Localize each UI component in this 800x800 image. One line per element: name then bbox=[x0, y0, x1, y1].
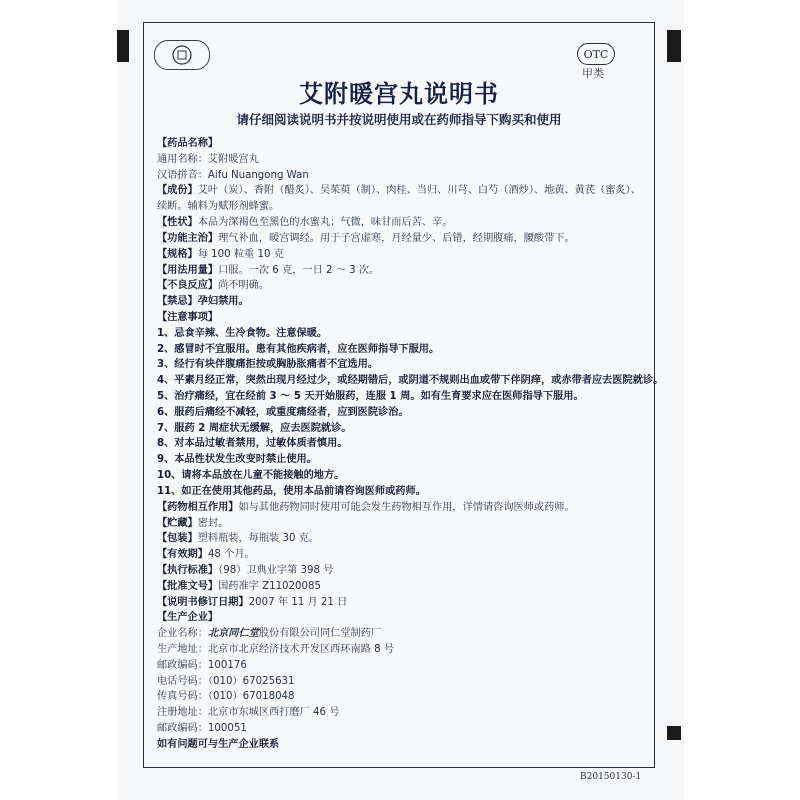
line-text: 9、本品性状发生改变时禁止使用。 bbox=[157, 454, 317, 466]
leaflet-body bbox=[157, 136, 664, 753]
leaflet-line bbox=[157, 405, 647, 421]
leaflet-line bbox=[157, 183, 647, 199]
otc-label: OTC bbox=[583, 47, 609, 61]
line-text: 汉语拼音：Aifu Nuangong Wan bbox=[157, 169, 309, 181]
line-text: 2007 年 11 月 21 日 bbox=[248, 596, 348, 608]
line-text: 2、感冒时不宜服用。患有其他疾病者，应在医师指导下服用。 bbox=[157, 343, 440, 355]
leaflet-line bbox=[157, 199, 647, 215]
leaflet-line bbox=[157, 610, 647, 626]
line-text: 理气补血，暖宫调经。用于子宫虚寒，月经量少、后错，经期腹痛，腰酸带下。 bbox=[218, 232, 575, 244]
brand-seal-icon bbox=[171, 44, 193, 66]
section-label: 【不良反应】 bbox=[157, 280, 219, 292]
document-title: 艾附暖宫丸说明书 bbox=[299, 80, 499, 108]
leaflet-line bbox=[157, 310, 647, 326]
leaflet-line bbox=[157, 484, 647, 500]
section-label: 【说明书修订日期】 bbox=[157, 596, 249, 608]
leaflet-line bbox=[157, 547, 647, 563]
line-text: 7、服药 2 周症状无缓解，应去医院就诊。 bbox=[157, 422, 352, 434]
leaflet-line bbox=[157, 452, 647, 468]
line-text: 口服。一次 6 克，一日 2 ～ 3 次。 bbox=[218, 264, 380, 276]
left-margin-bar bbox=[117, 30, 129, 62]
leaflet-line bbox=[157, 737, 647, 753]
line-text: （98）卫典业字第 398 号 bbox=[218, 564, 334, 576]
leaflet-line bbox=[157, 247, 647, 263]
leaflet-line bbox=[157, 516, 647, 532]
line-text: 电话号码：（010）67025631 bbox=[157, 675, 295, 687]
line-text: 5、治疗痛经，宜在经前 3 ～ 5 天开始服药，连服 1 周。如有生育要求应在医师指导下服用。 bbox=[157, 391, 584, 402]
line-text: 8、对本品过敏者禁用，过敏体质者慎用。 bbox=[157, 438, 348, 450]
line-text: 注册地址：北京市东城区西打磨厂 46 号 bbox=[157, 707, 340, 719]
otc-class-label: 甲类 bbox=[582, 67, 604, 80]
line-text: 本品为深褐色至黑色的水蜜丸；气微，味甘而后苦、辛。 bbox=[197, 217, 453, 229]
line-text: 如有问题可与生产企业联系 bbox=[157, 738, 280, 750]
leaflet-line bbox=[157, 342, 647, 358]
section-label: 【批准文号】 bbox=[157, 580, 219, 592]
leaflet-line bbox=[157, 579, 647, 595]
line-text: 艾叶（炭）、香附（醋炙）、吴茱萸（制）、肉桂、当归、川芎、白芍（酒炒）、地黄、黄芪（蜜炙）、 bbox=[197, 185, 641, 197]
line-text: 邮政编码：100176 bbox=[157, 659, 247, 671]
leaflet-line bbox=[157, 563, 647, 579]
line-text: 4、平素月经正常，突然出现月经过少，或经期错后，或阴道不规则出血或带下伴阴痒，或赤带者应去医院就诊。 bbox=[157, 375, 664, 387]
leaflet-line bbox=[157, 263, 647, 279]
section-label: 【注意事项】 bbox=[157, 311, 219, 323]
leaflet-line bbox=[157, 658, 647, 674]
leaflet-line bbox=[157, 705, 647, 721]
section-label: 【包装】 bbox=[157, 533, 198, 545]
line-text: 1、忌食辛辣、生冷食物。注意保暖。 bbox=[157, 327, 328, 339]
line-text: 通用名称：艾附暖宫丸 bbox=[157, 153, 259, 165]
line-text: 10、请将本品放在儿童不能接触的地方。 bbox=[157, 470, 345, 482]
section-label: 【用法用量】 bbox=[157, 264, 219, 276]
leaflet-line bbox=[157, 168, 647, 184]
line-text: 传真号码：（010）67018048 bbox=[157, 691, 295, 703]
leaflet-line bbox=[157, 389, 647, 405]
line-text: 邮政编码：100051 bbox=[157, 723, 247, 735]
section-label: 【性状】 bbox=[157, 217, 198, 229]
leaflet-line bbox=[157, 421, 647, 437]
leaflet-line bbox=[157, 674, 647, 690]
leaflet-line bbox=[157, 215, 647, 231]
section-label: 【药物相互作用】 bbox=[157, 501, 239, 513]
line-text: 如与其他药物同时使用可能会发生药物相互作用，详情请咨询医师或药师。 bbox=[238, 501, 575, 513]
section-label: 【功能主治】 bbox=[157, 232, 219, 244]
section-label: 【贮藏】 bbox=[157, 517, 198, 529]
line-text: 尚不明确。 bbox=[218, 280, 270, 292]
company-name-rest: 股份有限公司同仁堂制药厂 bbox=[258, 628, 382, 640]
otc-badge bbox=[577, 43, 615, 65]
line-text: 企业名称： bbox=[157, 628, 208, 640]
company-brand-name: 北京同仁堂 bbox=[207, 627, 259, 640]
line-text: 密封。 bbox=[197, 517, 229, 529]
leaflet-line bbox=[157, 500, 647, 516]
leaflet-line bbox=[157, 152, 647, 168]
leaflet-line bbox=[157, 721, 647, 737]
section-label: 【生产企业】 bbox=[157, 612, 219, 624]
leaflet-line bbox=[157, 294, 647, 310]
leaflet-line bbox=[157, 689, 647, 705]
line-text: 国药准字 Z11020085 bbox=[218, 580, 321, 592]
line-text: 生产地址：北京市北京经济技术开发区西环南路 8 号 bbox=[157, 644, 395, 655]
leaflet-line bbox=[157, 326, 647, 342]
leaflet-line bbox=[157, 278, 647, 294]
leaflet-line bbox=[157, 357, 647, 373]
section-label: 【成份】 bbox=[157, 185, 198, 197]
leaflet-line bbox=[157, 531, 647, 547]
leaflet-line bbox=[157, 373, 664, 389]
section-label: 【规格】 bbox=[157, 248, 198, 260]
line-text: 48 个月。 bbox=[207, 549, 255, 561]
section-label: 【执行标准】 bbox=[157, 564, 219, 576]
leaflet-line bbox=[157, 231, 647, 247]
leaflet-line bbox=[157, 468, 647, 484]
right-bottom-margin-bar bbox=[667, 726, 681, 740]
line-text: 塑料瓶装，每瓶装 30 克。 bbox=[197, 533, 320, 545]
document-subtitle: 请仔细阅读说明书并按说明使用或在药师指导下购买和使用 bbox=[236, 112, 562, 127]
leaflet-line bbox=[157, 136, 647, 152]
leaflet-line bbox=[157, 436, 647, 452]
line-text: 续断。辅料为赋形剂蜂蜜。 bbox=[157, 201, 280, 213]
leaflet-line bbox=[157, 626, 647, 642]
print-code: B20150130-1 bbox=[580, 772, 642, 782]
line-text: 11、如正在使用其他药品，使用本品前请咨询医师或药师。 bbox=[157, 485, 426, 497]
section-label: 【禁忌】 bbox=[157, 296, 198, 308]
line-text: 每 100 粒重 10 克 bbox=[197, 248, 284, 260]
right-margin-bar bbox=[667, 30, 681, 62]
brand-logo bbox=[154, 40, 210, 70]
line-text: 6、服药后痛经不减轻，或重度痛经者，应到医院诊治。 bbox=[157, 406, 409, 418]
line-text: 3、经行有块伴腹痛拒按或胸胁胀痛者不宜选用。 bbox=[157, 359, 379, 371]
leaflet-line bbox=[157, 595, 647, 611]
section-label: 【药品名称】 bbox=[157, 138, 219, 149]
section-label: 【有效期】 bbox=[157, 549, 208, 561]
line-text: 孕妇禁用。 bbox=[197, 296, 249, 308]
leaflet-line bbox=[157, 642, 647, 658]
